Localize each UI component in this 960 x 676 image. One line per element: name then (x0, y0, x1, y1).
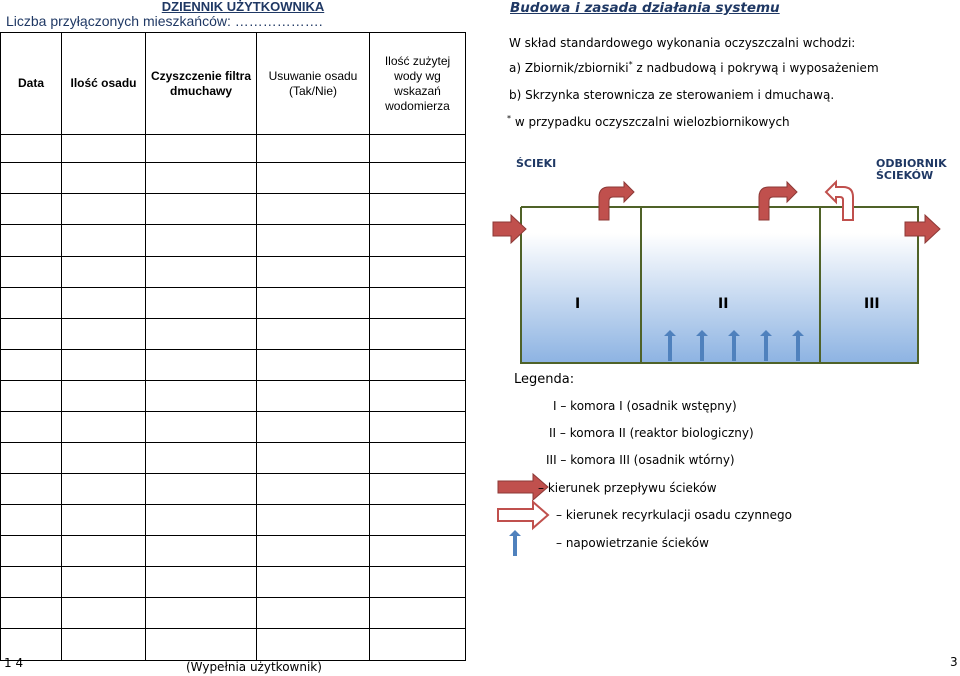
table-cell[interactable] (146, 381, 257, 412)
table-row (1, 135, 466, 163)
table-cell[interactable] (146, 474, 257, 505)
table-body (1, 135, 466, 661)
table-cell[interactable] (370, 474, 466, 505)
table-cell[interactable] (257, 257, 370, 288)
table-cell[interactable] (1, 350, 62, 381)
table-cell[interactable] (62, 135, 146, 163)
table-cell[interactable] (257, 505, 370, 536)
table-row (1, 225, 466, 257)
table-cell[interactable] (257, 536, 370, 567)
table-cell[interactable] (370, 163, 466, 194)
aeration-arrow-icon (509, 530, 521, 556)
table-cell[interactable] (257, 163, 370, 194)
table-cell[interactable] (370, 194, 466, 225)
table-row (1, 567, 466, 598)
transfer-arrow-ii-iii (759, 182, 797, 220)
table-cell[interactable] (1, 257, 62, 288)
table-cell[interactable] (1, 163, 62, 194)
table-cell[interactable] (1, 135, 62, 163)
table-cell[interactable] (146, 319, 257, 350)
table-cell[interactable] (1, 194, 62, 225)
table-row (1, 598, 466, 629)
table-cell[interactable] (370, 135, 466, 163)
page-number-right: 3 (950, 655, 958, 669)
intro-text: W skład standardowego wykonania oczyszczalni wchodzi: (509, 36, 856, 50)
table-row (1, 319, 466, 350)
table-cell[interactable] (62, 319, 146, 350)
table-cell[interactable] (370, 381, 466, 412)
table-cell[interactable] (62, 225, 146, 257)
table-cell[interactable] (257, 135, 370, 163)
table-cell[interactable] (370, 536, 466, 567)
legend-item-chamber-iii: III – komora III (osadnik wtórny) (546, 453, 735, 467)
table-cell[interactable] (370, 288, 466, 319)
table-cell[interactable] (146, 505, 257, 536)
legend-item-chamber-ii: II – komora II (reaktor biologiczny) (549, 426, 754, 440)
table-row (1, 629, 466, 661)
table-cell[interactable] (370, 257, 466, 288)
user-log-table (0, 32, 466, 661)
table-cell[interactable] (257, 598, 370, 629)
table-row (1, 474, 466, 505)
legend-item-flow: – kierunek przepływu ścieków (538, 481, 717, 495)
table-row (1, 381, 466, 412)
table-cell[interactable] (62, 567, 146, 598)
table-cell[interactable] (62, 350, 146, 381)
table-row (1, 194, 466, 225)
item-a-text: a) Zbiornik/zbiorniki (509, 61, 629, 75)
legend-item-chamber-i: I – komora I (osadnik wstępny) (553, 399, 737, 413)
outlet-label-line1: ODBIORNIK (876, 157, 947, 170)
table-cell[interactable] (146, 598, 257, 629)
table-cell[interactable] (1, 443, 62, 474)
table-cell[interactable] (62, 505, 146, 536)
table-row (1, 443, 466, 474)
table-cell[interactable] (1, 288, 62, 319)
table-cell[interactable] (146, 629, 257, 661)
table-cell[interactable] (1, 381, 62, 412)
item-a-text-rest: z nadbudową i pokrywą i wyposażeniem (632, 61, 879, 75)
column-header-date: Data (1, 33, 62, 135)
chamber-label-ii: II (718, 296, 729, 312)
table-cell[interactable] (370, 567, 466, 598)
table-cell[interactable] (257, 319, 370, 350)
column-header-sludge-removal: Usuwanie osadu (Tak/Nie) (257, 33, 370, 135)
table-cell[interactable] (146, 135, 257, 163)
table-cell[interactable] (62, 412, 146, 443)
table-row (1, 257, 466, 288)
table-cell[interactable] (257, 412, 370, 443)
table-cell[interactable] (1, 567, 62, 598)
table-cell[interactable] (1, 319, 62, 350)
table-cell[interactable] (370, 505, 466, 536)
table-cell[interactable] (370, 443, 466, 474)
table-cell[interactable] (257, 629, 370, 661)
table-cell[interactable] (146, 225, 257, 257)
recirculation-arrow-icon (498, 502, 548, 528)
section-title: Budowa i zasada działania systemu (510, 0, 780, 16)
column-header-filter-cleaning: Czyszczenie filtra dmuchawy (146, 33, 257, 135)
page-number-left: 1 4 (4, 656, 24, 670)
column-header-water-usage: Ilość zużytej wody wg wskazań wodomierza (370, 33, 466, 135)
table-cell[interactable] (257, 350, 370, 381)
table-row (1, 505, 466, 536)
transfer-arrow-i-ii (599, 182, 634, 220)
table-cell[interactable] (1, 598, 62, 629)
table-cell[interactable] (146, 443, 257, 474)
table-cell[interactable] (257, 474, 370, 505)
table-cell[interactable] (257, 381, 370, 412)
table-cell[interactable] (146, 536, 257, 567)
table-cell[interactable] (370, 225, 466, 257)
table-cell[interactable] (370, 598, 466, 629)
table-cell[interactable] (62, 536, 146, 567)
table-row (1, 412, 466, 443)
table-cell[interactable] (1, 474, 62, 505)
legend-item-recirculation: – kierunek recyrkulacji osadu czynnego (556, 508, 792, 522)
footnote-mark: * (507, 114, 511, 123)
table-row (1, 288, 466, 319)
table-cell[interactable] (62, 598, 146, 629)
table-cell[interactable] (370, 350, 466, 381)
table-cell[interactable] (62, 194, 146, 225)
residents-label: Liczba przyłączonych mieszkańców: ………………. (6, 13, 323, 29)
table-header-row (1, 33, 466, 135)
recirculation-arrow (826, 182, 853, 220)
tank-diagram (490, 170, 960, 380)
legend-item-aeration: – napowietrzanie ścieków (556, 536, 709, 550)
table-cell[interactable] (62, 381, 146, 412)
table-cell[interactable] (146, 350, 257, 381)
table-cell[interactable] (146, 567, 257, 598)
table-cell[interactable] (257, 288, 370, 319)
table-cell[interactable] (146, 288, 257, 319)
table-cell[interactable] (370, 319, 466, 350)
outlet-label-line2: ŚCIEKÓW (876, 169, 934, 182)
table-cell[interactable] (146, 412, 257, 443)
item-a (509, 60, 879, 75)
table-cell[interactable] (257, 194, 370, 225)
table-cell[interactable] (62, 288, 146, 319)
table-cell[interactable] (62, 474, 146, 505)
table-cell[interactable] (1, 536, 62, 567)
log-title: DZIENNIK UŻYTKOWNIKA (161, 0, 325, 14)
table-row (1, 163, 466, 194)
table-cell[interactable] (146, 257, 257, 288)
footnote-text: w przypadku oczyszczalni wielozbiornikowych (511, 115, 790, 129)
item-b: b) Skrzynka sterownicza ze sterowaniem i dmuchawą. (509, 88, 835, 102)
table-cell[interactable] (257, 443, 370, 474)
chamber-label-iii: III (864, 296, 880, 312)
table-cell[interactable] (370, 412, 466, 443)
table-cell[interactable] (1, 412, 62, 443)
table-cell[interactable] (146, 163, 257, 194)
table-row (1, 536, 466, 567)
table-cell[interactable] (257, 225, 370, 257)
legend-title: Legenda: (514, 372, 575, 387)
column-header-sludge-amount: Ilość osadu (62, 33, 146, 135)
table-cell[interactable] (1, 225, 62, 257)
item-a-footnote-mark: * (628, 60, 633, 69)
inlet-label: ŚCIEKI (516, 157, 557, 170)
footnote (507, 114, 790, 129)
table-cell[interactable] (62, 257, 146, 288)
table-cell[interactable] (62, 629, 146, 661)
chamber-label-i: I (575, 296, 581, 312)
table-cell[interactable] (370, 629, 466, 661)
table-cell[interactable] (62, 163, 146, 194)
table-cell[interactable] (146, 194, 257, 225)
table-cell[interactable] (62, 443, 146, 474)
table-cell[interactable] (257, 567, 370, 598)
table-row (1, 350, 466, 381)
user-fill-note: (Wypełnia użytkownik) (186, 660, 322, 674)
table-cell[interactable] (1, 505, 62, 536)
